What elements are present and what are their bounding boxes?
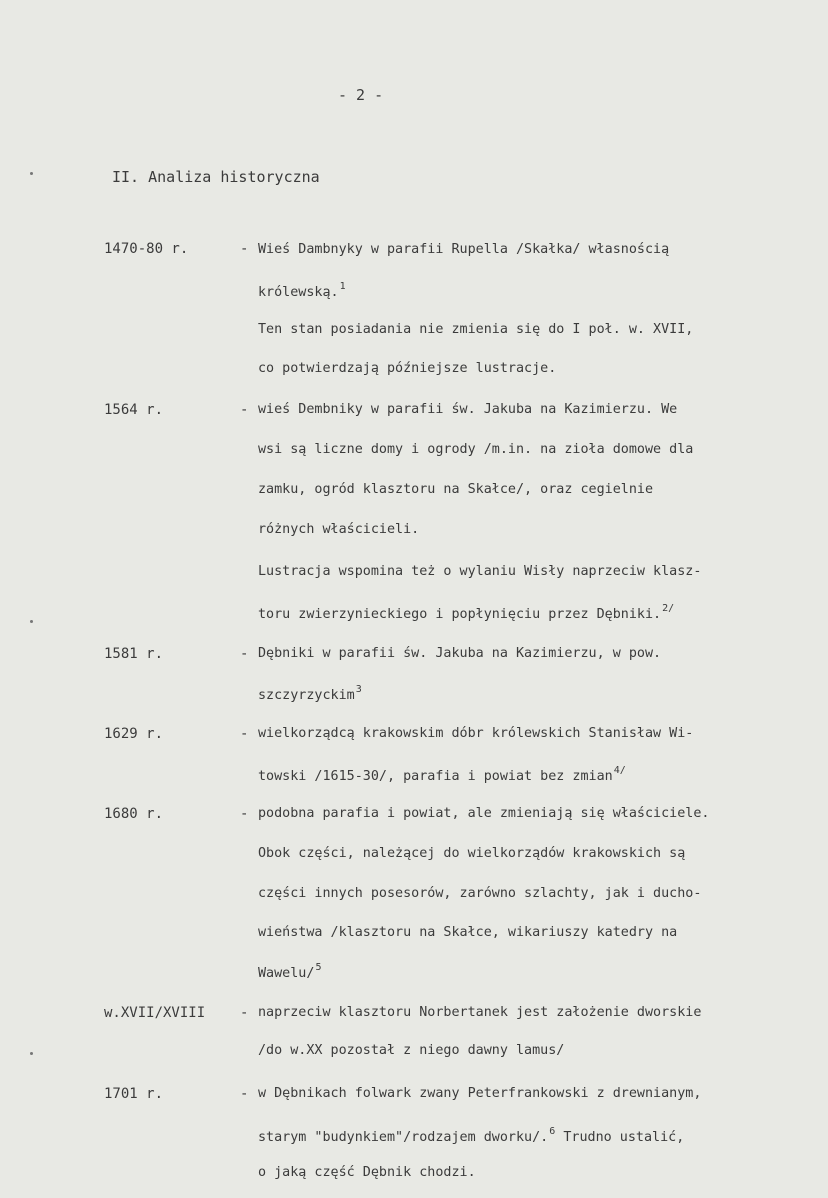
entry-dash: - — [240, 1086, 249, 1102]
entry-line: podobna parafia i powiat, ale zmieniają się właściciele. — [258, 806, 710, 821]
entry-line: co potwierdzają późniejsze lustracje. — [258, 361, 557, 376]
entry-dash: - — [240, 726, 249, 742]
entry-line: Lustracja wspomina też o wylaniu Wisły naprzeciw klasz- — [258, 564, 702, 579]
entry-date: 1701 r. — [104, 1086, 164, 1102]
entry-dash: - — [240, 1005, 249, 1021]
entry-line: towski /1615-30/, parafia i powiat bez zmian$^{4/}$ — [258, 765, 626, 784]
section-heading: II. Analiza historyczna — [112, 168, 320, 186]
page-number: - 2 - — [338, 86, 384, 104]
entry-dash: - — [240, 241, 249, 257]
footnote-ref: 1 — [339, 281, 346, 292]
entry-line: naprzeciw klasztoru Norbertanek jest założenie dworskie — [258, 1005, 702, 1020]
entry-line: zamku, ogród klasztoru na Skałce/, oraz cegielnie — [258, 482, 654, 497]
entry-line: królewską.$^1$ — [258, 281, 346, 300]
entry-line: Ten stan posiadania nie zmienia się do I poł. w. XVII, — [258, 322, 694, 337]
entry-line: części innych posesorów, zarówno szlachty, jak i ducho- — [258, 886, 702, 901]
margin-mark — [30, 620, 33, 623]
entry-line: Wawelu/$^5$ — [258, 962, 322, 981]
footnote-ref: 6 — [549, 1126, 556, 1137]
margin-mark — [30, 172, 33, 175]
entry-line: szczyrzyckim$^3$ — [258, 684, 362, 703]
footnote-ref: 4/ — [613, 765, 626, 776]
entry-dash: - — [240, 806, 249, 822]
entry-date: w.XVII/XVIII — [104, 1005, 206, 1021]
footnote-ref: 2/ — [662, 603, 675, 614]
entry-line: w Dębnikach folwark zwany Peterfrankowski z drewnianym, — [258, 1086, 702, 1101]
entry-line: wsi są liczne domy i ogrody /m.in. na zioła domowe dla — [258, 442, 694, 457]
margin-mark — [30, 1052, 33, 1055]
entry-line: wielkorządcą krakowskim dóbr królewskich Stanisław Wi- — [258, 726, 694, 741]
entry-line: Dębniki w parafii św. Jakuba na Kazimierzu, w pow. — [258, 646, 662, 661]
entry-line: Obok części, należącej do wielkorządów krakowskich są — [258, 846, 686, 861]
entry-line: starym "budynkiem"/rodzajem dworku/.$^6$ Trudno ustalić, — [258, 1126, 685, 1145]
entry-line: o jaką część Dębnik chodzi. — [258, 1165, 476, 1180]
footnote-ref: 5 — [315, 962, 322, 973]
entry-line: wieństwa /klasztoru na Skałce, wikariuszy katedry na — [258, 925, 678, 940]
entry-line: toru zwierzynieckiego i popłynięciu przez Dębniki.$^{2/}$ — [258, 603, 675, 622]
footnote-ref: 3 — [355, 684, 362, 695]
entry-date: 1680 r. — [104, 806, 164, 822]
entry-date: 1581 r. — [104, 646, 164, 662]
entry-line: różnych właścicieli. — [258, 522, 420, 537]
entry-date: 1629 r. — [104, 726, 164, 742]
entry-dash: - — [240, 646, 249, 662]
entry-date: 1470-80 r. — [104, 241, 189, 257]
entry-line: wieś Dembniky w parafii św. Jakuba na Kazimierzu. We — [258, 402, 678, 417]
entry-dash: - — [240, 402, 249, 418]
entry-line: /do w.XX pozostał z niego dawny lamus/ — [258, 1043, 565, 1058]
entry-date: 1564 r. — [104, 402, 164, 418]
entry-line: Wieś Dambnyky w parafii Rupella /Skałka/ własnością — [258, 242, 670, 257]
